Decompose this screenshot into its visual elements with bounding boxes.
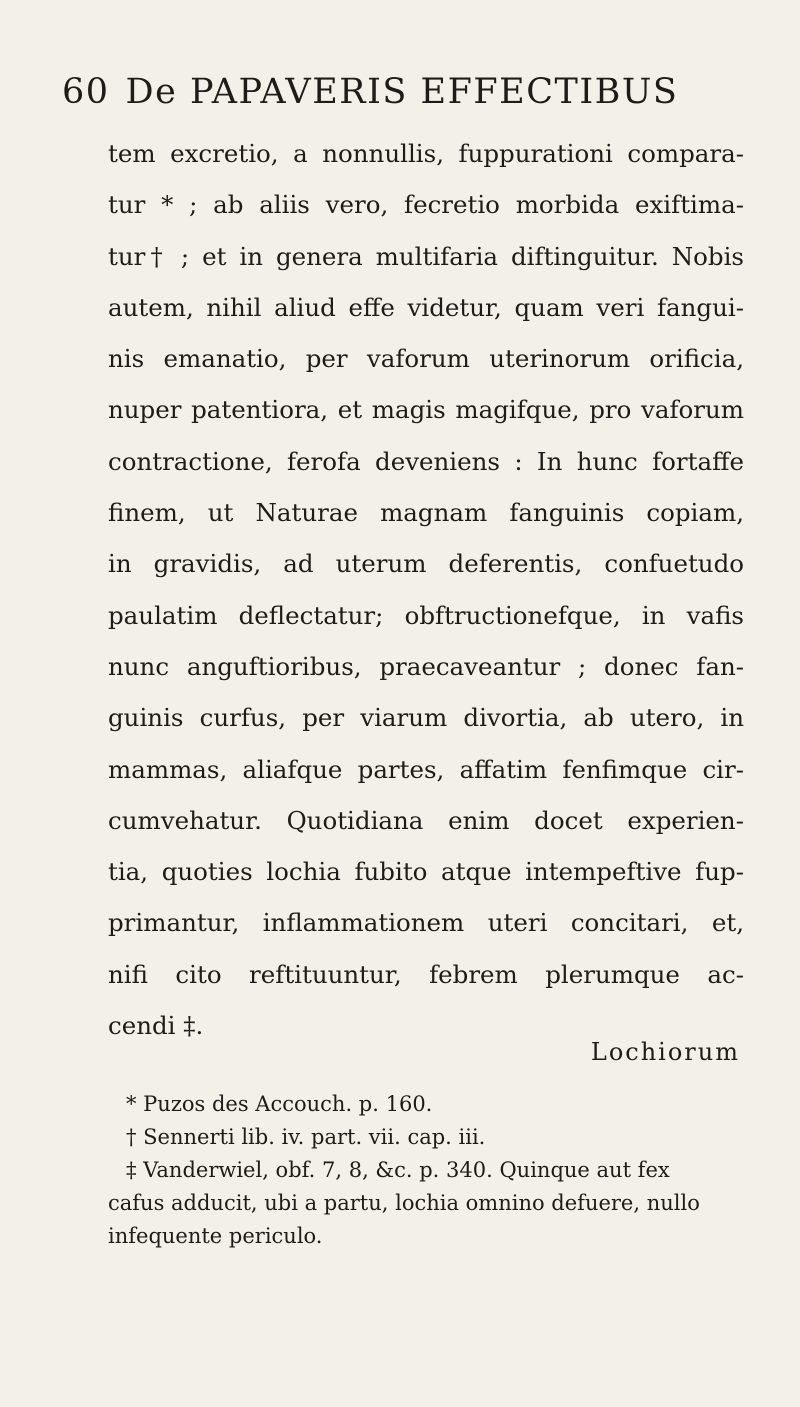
text-line: cendi ‡. (108, 1011, 204, 1041)
text-line: finem, ut Naturae magnam fanguinis copiam, (108, 498, 744, 528)
text-line: tem excretio, a nonnullis, fuppurationi compara- (108, 139, 744, 168)
text-line: cumvehatur. Quotidiana enim docet experien- (108, 805, 744, 835)
text-line: guinis curfus, per viarum divortia, ab utero, in (108, 703, 744, 733)
text-line: in gravidis, ad uterum deferentis, confuetudo (108, 549, 744, 579)
catchword: Lochiorum (590, 1038, 740, 1066)
text-line: tur * ; ab aliis vero, fecretio morbida exiftima- (108, 190, 744, 220)
footnote: * Puzos des Accouch. p. 160. (126, 1092, 433, 1116)
text-line: nuper patentiora, et magis magifque, pro vaforum (108, 395, 744, 425)
text-line: nunc anguftioribus, praecaveantur ; donec fan- (108, 651, 744, 681)
text-line: autem, nihil aliud effe videtur, quam veri fangui- (108, 292, 744, 322)
footnotes (108, 1088, 744, 1253)
text-line: tur† ; et in genera multifaria diftinguitur. Nobis (108, 241, 744, 271)
running-header (62, 72, 678, 112)
text-line: nifi cito reftituuntur, febrem plerumque ac- (108, 959, 744, 989)
running-title: De PAPAVERIS EFFECTIBUS (125, 72, 679, 112)
page-number: 60 (62, 72, 110, 112)
footnote: ‡ Vanderwiel, obf. 7, 8, &c. p. 340. Quinque aut fex (126, 1158, 670, 1182)
footnote-continuation: cafus adducit, ubi a partu, lochia omnino defuere, nullo (108, 1191, 700, 1215)
text-line: nis emanatio, per vaforum uterinorum orificia, (108, 344, 744, 374)
footnote: † Sennerti lib. iv. part. vii. cap. iii. (126, 1125, 486, 1149)
text-line: contractione, ferofa deveniens : In hunc fortaffe (108, 446, 744, 476)
footnote-continuation: infequente periculo. (108, 1224, 323, 1248)
text-line: paulatim deflectatur; obftructionefque, in vafis (108, 600, 744, 630)
text-line: primantur, inflammationem uteri concitari, et, (108, 908, 744, 938)
text-line: tia, quoties lochia fubito atque intempeftive fup- (108, 857, 744, 887)
text-line: mammas, aliafque partes, affatim fenfimque cir- (108, 754, 744, 784)
main-text (108, 128, 744, 1051)
